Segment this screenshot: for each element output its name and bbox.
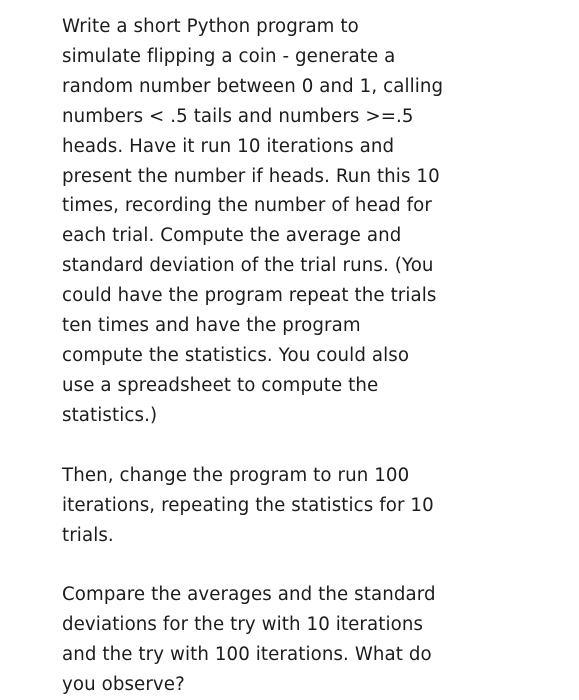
text-line: simulate flipping a coin - generate a: [62, 45, 396, 67]
text-line: heads. Have it run 10 iterations and: [62, 135, 395, 157]
text-line: statistics.): [62, 404, 158, 426]
text-line: present the number if heads. Run this 10: [62, 165, 440, 187]
paragraph-change-program: [62, 461, 562, 551]
text-line: deviations for the try with 10 iterations: [62, 614, 424, 636]
text-line: could have the program repeat the trials: [62, 285, 437, 307]
text-line: numbers < .5 tails and numbers >=.5: [62, 105, 414, 127]
text-line: ten times and have the program: [62, 315, 361, 337]
text-line: random number between 0 and 1, calling: [62, 75, 444, 97]
text-line: Compare the averages and the standard: [62, 584, 436, 606]
text-line: use a spreadsheet to compute the: [62, 374, 379, 396]
text-line: each trial. Compute the average and: [62, 225, 402, 247]
text-line: and the try with 100 iterations. What do: [62, 644, 432, 666]
text-line: compute the statistics. You could also: [62, 344, 410, 366]
text-line: times, recording the number of head for: [62, 195, 432, 217]
text-line: Write a short Python program to: [62, 16, 359, 37]
text-line: Then, change the program to run 100: [62, 464, 410, 486]
paragraph-instructions: [62, 12, 562, 431]
question-text: [62, 12, 562, 700]
text-line: standard deviation of the trial runs. (You: [62, 255, 434, 277]
paragraph-compare: [62, 580, 562, 700]
text-line: iterations, repeating the statistics for 10: [62, 494, 434, 516]
text-line: you observe?: [62, 674, 185, 696]
text-line: trials.: [62, 524, 114, 546]
